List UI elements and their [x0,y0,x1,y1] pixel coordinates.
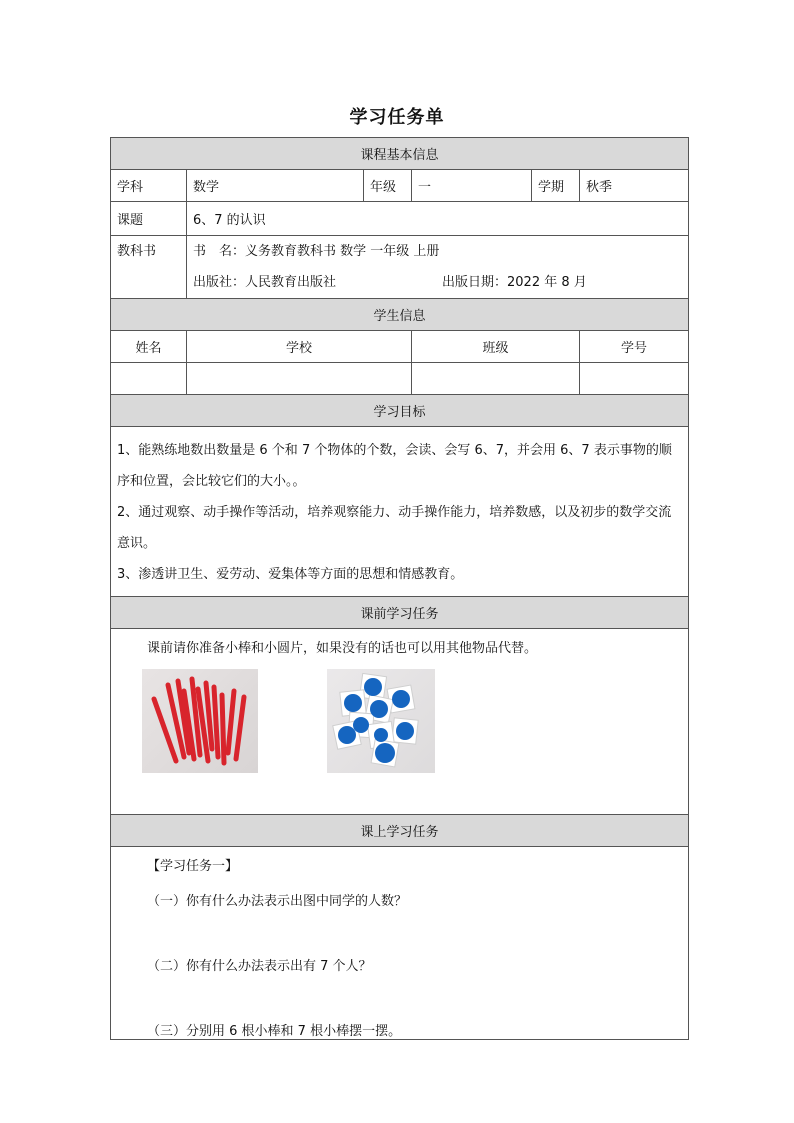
publish-date: 出版日期：2022 年 8 月 [442,275,587,290]
question-two: （二）你有什么办法表示出有 7 个人？ [147,959,372,974]
in-class-content [111,847,689,1040]
col-student-id: 学号 [580,331,689,363]
discs-photo [327,669,435,773]
question-one: （一）你有什么办法表示出图中同学的人数？ [147,894,408,909]
section-goals: 学习目标 [111,395,689,427]
col-school: 学校 [187,331,412,363]
discs-image [327,669,435,773]
topic-label: 课题 [111,202,187,236]
page-title: 学习任务单 [349,107,445,128]
student-id-cell[interactable] [580,363,689,395]
question-three: （三）分别用 6 根小棒和 7 根小棒摆一摆。 [147,1024,402,1039]
subject-label: 学科 [111,170,187,202]
term-label: 学期 [532,170,580,202]
section-student-info: 学生信息 [111,299,689,331]
subject-value: 数学 [187,170,364,202]
textbook-label: 教科书 [111,236,187,299]
name-cell[interactable] [111,363,187,395]
section-basic-info: 课程基本信息 [111,138,689,170]
goal-item: 1、能熟练地数出数量是 6 个和 7 个物体的个数，会读、会写 6、7，并会用 6、7 表示事物的顺序和位置，会比较它们的大小。。 [117,443,672,489]
grade-label: 年级 [364,170,412,202]
class-cell[interactable] [412,363,580,395]
task-sheet-table [110,137,689,1040]
sticks-photo [142,669,258,773]
pre-task-text: 课前请你准备小棒和小圆片，如果没有的话也可以用其他物品代替。 [147,641,538,656]
term-value: 秋季 [580,170,689,202]
book-name: 书 名：义务教育教科书 数学 一年级 上册 [193,244,440,259]
textbook-info [187,236,689,299]
section-pre-task: 课前学习任务 [111,597,689,629]
school-cell[interactable] [187,363,412,395]
publisher: 出版社：人民教育出版社 [193,275,337,290]
col-class: 班级 [412,331,580,363]
goals-content [111,427,689,597]
goal-item: 2、通过观察、动手操作等活动，培养观察能力、动手操作能力，培养数感，以及初步的数学交流意识。 [117,505,672,551]
sticks-image [142,669,258,773]
task-one-title: 【学习任务一】 [147,859,239,874]
section-in-class-task: 课上学习任务 [111,815,689,847]
col-name: 姓名 [111,331,187,363]
publisher-row [193,267,682,298]
grade-value: 一 [412,170,532,202]
goal-item: 3、渗透讲卫生、爱劳动、爱集体等方面的思想和情感教育。 [117,567,464,582]
topic-value: 6、7 的认识 [187,202,689,236]
pre-task-content [111,629,689,815]
